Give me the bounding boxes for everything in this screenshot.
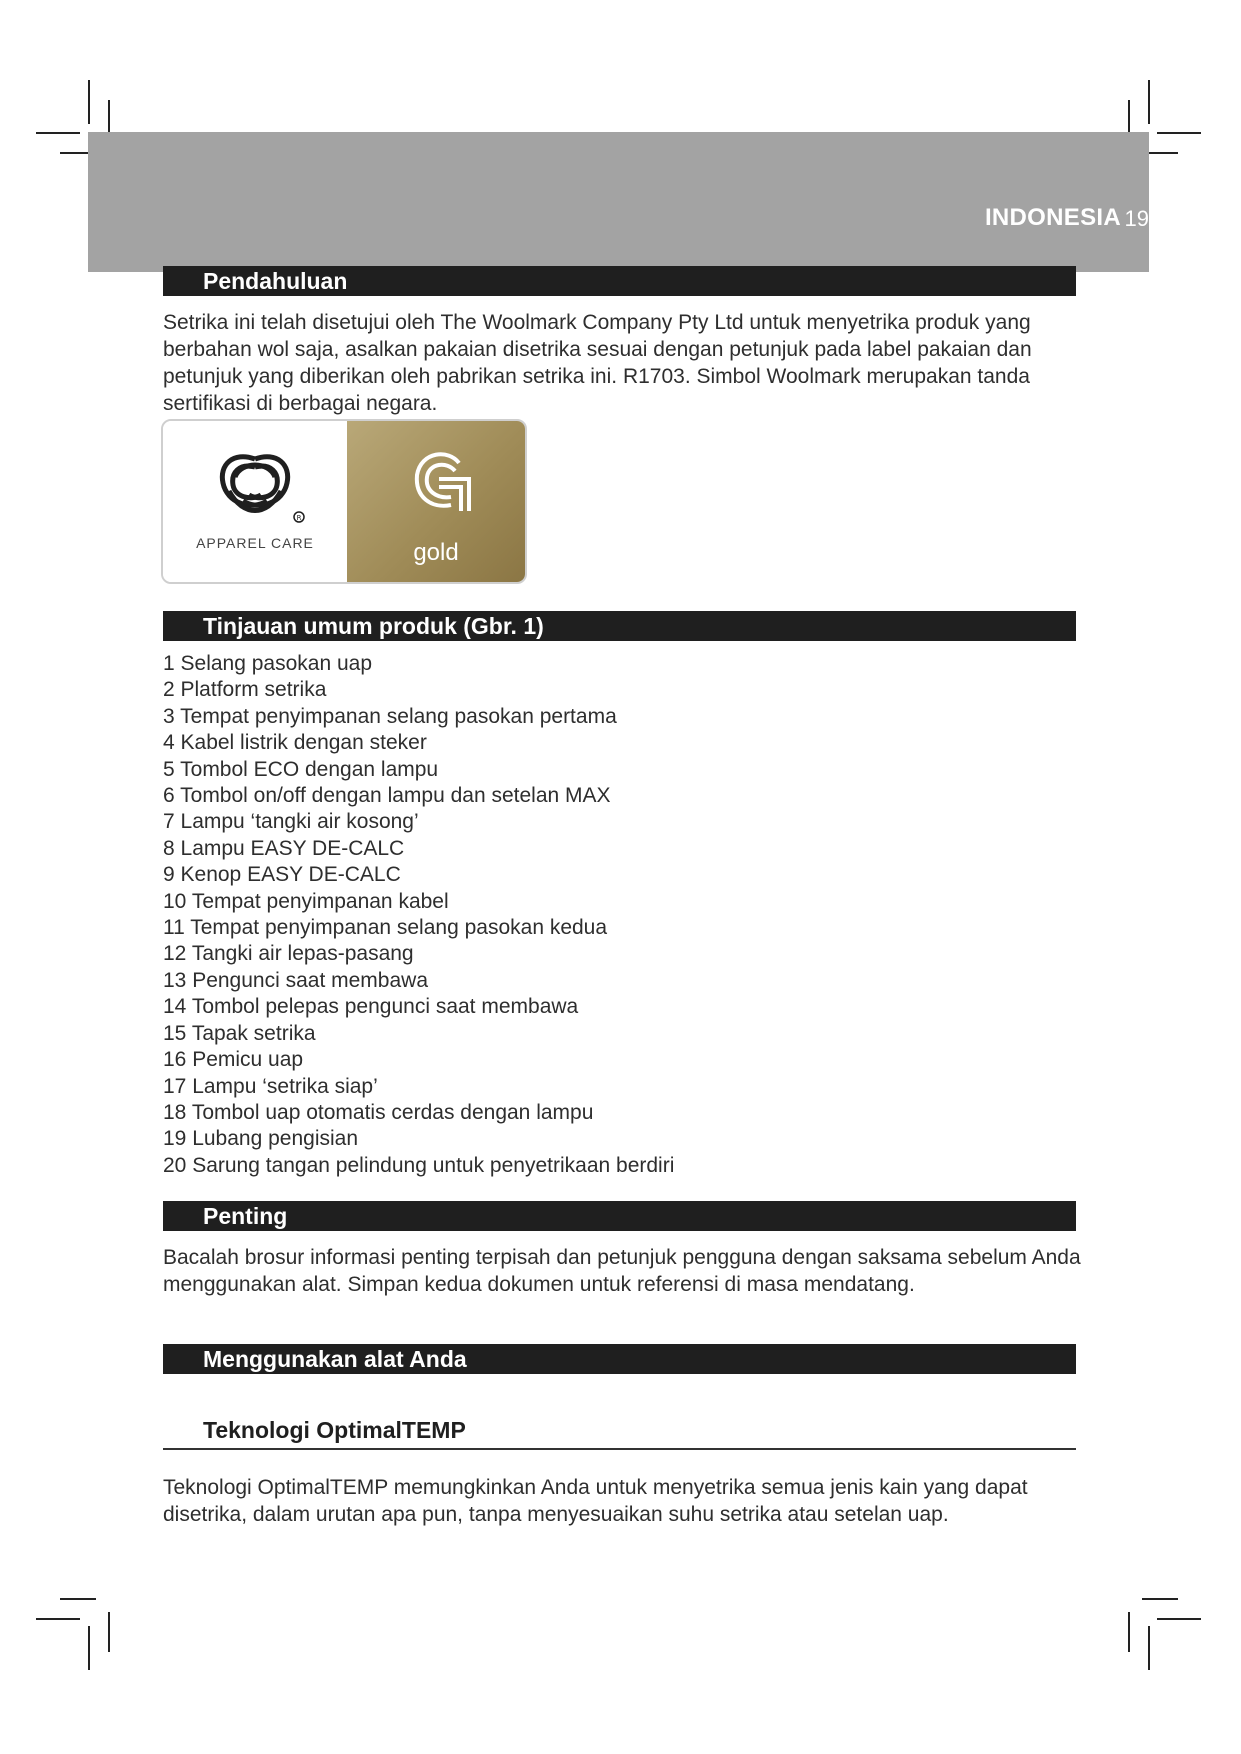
apparel-care-label: APPAREL CARE: [196, 535, 314, 551]
intro-paragraph: Setrika ini telah disetujui oleh The Woolmark Company Pty Ltd untuk menyetrika produk yang berbahan wol saja, asalkan pakaian disetrika sesuai dengan petunjuk pada label pakaian dan petunjuk yang diberikan oleh pabrikan setrika ini. R1703. Simbol Woolmark merupakan tanda sertifikasi di berbagai negara.: [163, 311, 1032, 415]
list-item: 17 Lampu ‘setrika siap’: [163, 1074, 378, 1098]
gold-label: gold: [413, 539, 459, 566]
crop-mark: [88, 1626, 90, 1670]
list-item: 20 Sarung tangan pelindung untuk penyetrikaan berdiri: [163, 1153, 675, 1177]
list-item: 16 Pemicu uap: [163, 1048, 304, 1072]
crop-mark: [1142, 1598, 1178, 1600]
crop-mark: [1128, 1612, 1130, 1652]
list-item: 19 Lubang pengisian: [163, 1127, 359, 1151]
list-item: 8 Lampu EASY DE-CALC: [163, 836, 405, 860]
list-item: 18 Tombol uap otomatis cerdas dengan lampu: [163, 1100, 594, 1124]
subsection-divider: [163, 1448, 1076, 1450]
section-title-using: Menggunakan alat Anda: [163, 1344, 1076, 1374]
gold-g-icon: [347, 421, 527, 531]
list-item: 14 Tombol pelepas pengunci saat membawa: [163, 995, 579, 1019]
list-item: 4 Kabel listrik dengan steker: [163, 731, 427, 755]
crop-mark: [1157, 132, 1201, 134]
crop-mark: [36, 132, 80, 134]
header-language: INDONESIA: [984, 204, 1121, 231]
list-item: 15 Tapak setrika: [163, 1021, 316, 1045]
woolmark-apparel-care-panel: [163, 421, 347, 582]
header-band: [88, 132, 1149, 272]
list-item: 6 Tombol on/off dengan lampu dan setelan MAX: [163, 784, 611, 808]
woolmark-icon: [163, 421, 347, 531]
crop-mark: [88, 80, 90, 124]
woolmark-logo: [161, 419, 527, 584]
list-item: 3 Tempat penyimpanan selang pasokan pertama: [163, 704, 617, 728]
svg-text:R: R: [296, 514, 302, 522]
list-item: 1 Selang pasokan uap: [163, 652, 373, 675]
section-title-intro: Pendahuluan: [163, 266, 1076, 296]
list-item: 2 Platform setrika: [163, 678, 327, 702]
list-item: 9 Kenop EASY DE-CALC: [163, 863, 401, 887]
crop-mark: [108, 1612, 110, 1652]
list-item: 5 Tombol ECO dengan lampu: [163, 757, 439, 781]
section-title-overview: Tinjauan umum produk (Gbr. 1): [163, 611, 1076, 641]
crop-mark: [36, 1618, 80, 1620]
optimaltemp-paragraph: Teknologi OptimalTEMP memungkinkan Anda untuk menyetrika semua jenis kain yang dapat disetrika, dalam urutan apa pun, tanpa menyesuaikan suhu setrika atau setelan uap.: [163, 1476, 1028, 1526]
product-parts-list: [163, 651, 674, 1179]
list-item: 10 Tempat penyimpanan kabel: [163, 889, 449, 913]
page-number: 19: [1124, 206, 1149, 231]
crop-mark: [60, 1598, 96, 1600]
list-item: 11 Tempat penyimpanan selang pasokan kedua: [163, 916, 608, 940]
list-item: 12 Tangki air lepas-pasang: [163, 942, 414, 966]
list-item: 13 Pengunci saat membawa: [163, 968, 428, 992]
section-title-important: Penting: [163, 1201, 1076, 1231]
subsection-title-optimaltemp: Teknologi OptimalTEMP: [203, 1417, 466, 1443]
important-paragraph: Bacalah brosur informasi penting terpisah dan petunjuk pengguna dengan saksama sebelum Anda menggunakan alat. Simpan kedua dokumen untuk referensi di masa mendatang.: [163, 1246, 1081, 1296]
woolmark-gold-panel: [347, 421, 525, 582]
list-item: 7 Lampu ‘tangki air kosong’: [163, 810, 419, 834]
crop-mark: [1148, 1626, 1150, 1670]
crop-mark: [1148, 80, 1150, 124]
crop-mark: [1157, 1618, 1201, 1620]
